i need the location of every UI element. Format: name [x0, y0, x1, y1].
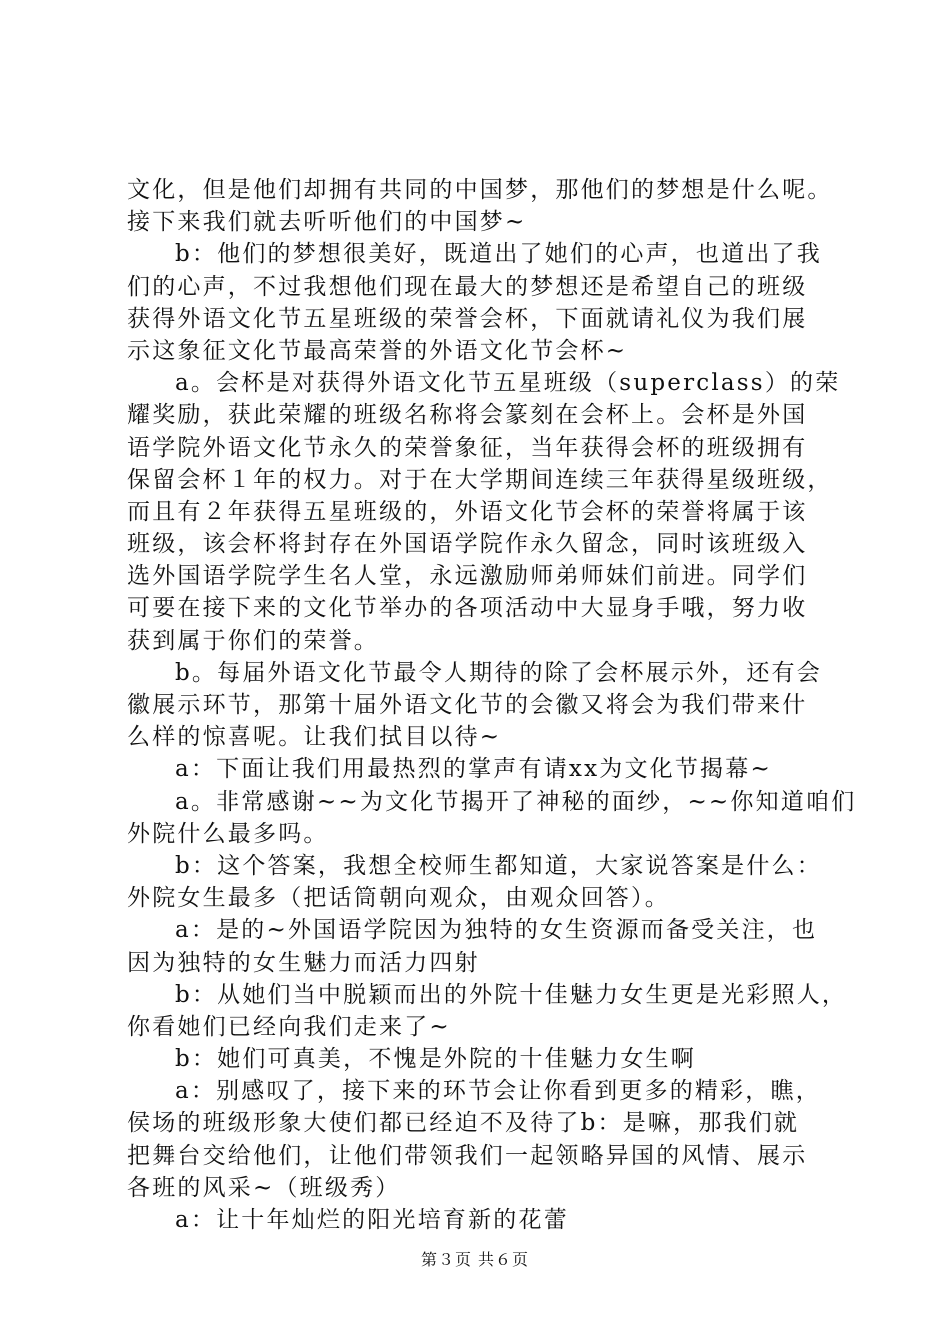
text-line: b：她们可真美，不愧是外院的十佳魅力女生啊 [175, 1046, 696, 1073]
text-line: 班级，该会杯将封存在外国语学院作永久留念，同时该班级入 [127, 531, 808, 558]
text-line: a：下面让我们用最热烈的掌声有请xx为文化节揭幕~ [175, 756, 772, 783]
text-line: 示这象征文化节最高荣誉的外语文化节会杯~ [127, 337, 628, 364]
text-line: 侯场的班级形象大使们都已经迫不及待了b：是嘛，那我们就 [127, 1110, 800, 1137]
text-line: a。会杯是对获得外语文化节五星班级（superclass）的荣 [175, 370, 841, 397]
text-line: 你看她们已经向我们走来了~ [127, 1013, 451, 1040]
text-line: 徽展示环节，那第十届外语文化节的会徽又将会为我们带来什 [127, 692, 808, 718]
text-line: 可要在接下来的文化节举办的各项活动中大显身手哦，努力收 [127, 595, 808, 622]
text-line: b：这个答案，我想全校师生都知道，大家说答案是什么： [175, 852, 822, 879]
document-body [127, 174, 857, 1236]
text-line: 把舞台交给他们，让他们带领我们一起领略异国的风情、展示 [127, 1142, 808, 1169]
text-line: 耀奖励，获此荣耀的班级名称将会篆刻在会杯上。会杯是外国 [127, 402, 808, 429]
text-line: 接下来我们就去听听他们的中国梦~ [127, 209, 527, 236]
text-line: 们的心声，不过我想他们现在最大的梦想还是希望自己的班级 [127, 273, 808, 300]
text-line: 而且有２年获得五星班级的，外语文化节会杯的荣誉将属于该 [127, 498, 808, 525]
text-line: 获到属于你们的荣誉。 [127, 627, 379, 654]
text-line: 保留会杯１年的权力。对于在大学期间连续三年获得星级班级， [127, 466, 833, 493]
text-line: 获得外语文化节五星班级的荣誉会杯，下面就请礼仪为我们展 [127, 305, 808, 332]
page-footer: 第３页 共６页 [420, 1250, 530, 1269]
text-line: 语学院外语文化节永久的荣誉象征，当年获得会杯的班级拥有 [127, 434, 808, 461]
text-line: a：让十年灿烂的阳光培育新的花蕾 [175, 1207, 569, 1233]
text-line: b。每届外语文化节最令人期待的除了会杯展示外，还有会 [175, 659, 822, 686]
text-line: 外院女生最多（把话筒朝向观众，由观众回答）。 [127, 885, 670, 912]
text-line: 文化，但是他们却拥有共同的中国梦，那他们的梦想是什么呢。 [127, 177, 833, 203]
text-line: 外院什么最多吗。 [127, 820, 329, 847]
text-line: 选外国语学院学生名人堂，永远激励师弟师妹们前进。同学们 [127, 563, 808, 590]
text-line: b：从她们当中脱颖而出的外院十佳魅力女生更是光彩照人， [175, 981, 848, 1008]
text-line: b：他们的梦想很美好，既道出了她们的心声，也道出了我 [175, 241, 822, 268]
text-line: a：是的~外国语学院因为独特的女生资源而备受关注，也 [175, 917, 818, 944]
text-line: 各班的风采~（班级秀） [127, 1174, 401, 1201]
text-line: 么样的惊喜呢。让我们拭目以待~ [127, 724, 502, 751]
text-line: a。非常感谢~~为文化节揭开了神秘的面纱，~~你知道咱们 [175, 788, 857, 815]
text-line: 因为独特的女生魅力而活力四射 [127, 949, 480, 976]
text-line: a：别感叹了，接下来的环节会让你看到更多的精彩，瞧， [175, 1078, 821, 1105]
